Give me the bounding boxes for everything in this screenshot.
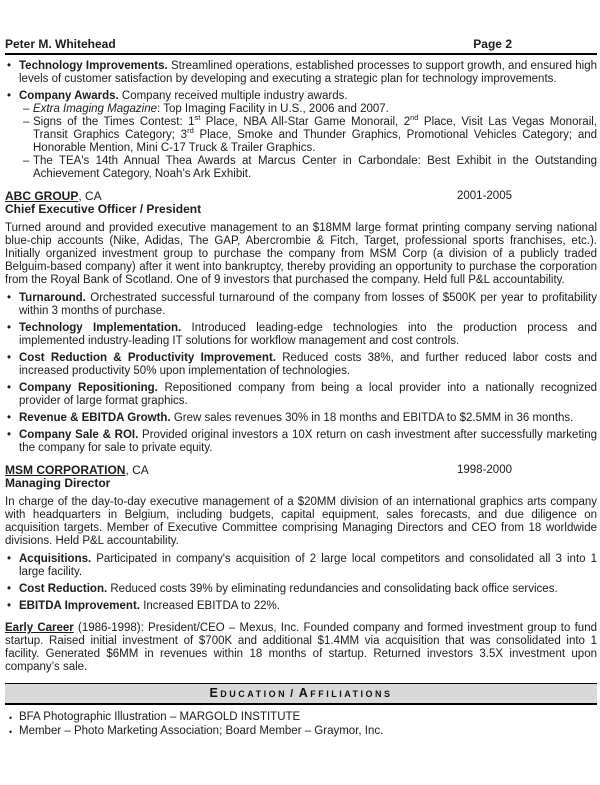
education-list bbox=[5, 711, 597, 738]
education-item bbox=[5, 725, 597, 738]
bullet-lead: Company Repositioning. bbox=[19, 382, 158, 394]
education-affiliations-bar bbox=[5, 683, 597, 705]
bullet-item bbox=[5, 292, 597, 318]
early-career-paragraph bbox=[5, 622, 597, 674]
sub-bullet-item bbox=[19, 103, 597, 116]
job-section-msm-corporation bbox=[5, 464, 597, 613]
job-bullets-list bbox=[5, 553, 597, 613]
bullet-lead: Technology Implementation. bbox=[19, 322, 182, 334]
sub-bullet-item bbox=[19, 155, 597, 181]
bullet-item bbox=[5, 322, 597, 348]
bullet-item bbox=[5, 429, 597, 455]
bullet-text: Provided original investors a 10X return on cash investment after successfully marketing the company for sale to private equity. bbox=[19, 429, 597, 454]
bullet-text: Grew sales revenues 30% in 18 months and EBITDA to $2.5MM in 36 months. bbox=[173, 412, 574, 424]
bullet-item bbox=[5, 382, 597, 408]
bullet-text: Repositioned company from being a local provider into a nationally recognized provider of large format graphics. bbox=[19, 382, 597, 407]
bullet-text: Introduced leading-edge technologies into the production process and implemented industry-leading IT solutions for workflow management and cost controls. bbox=[19, 322, 597, 347]
job-title: Chief Executive Officer / President bbox=[5, 202, 202, 216]
section-heading-text: DUCATION bbox=[220, 689, 288, 699]
sub-bullet-text: Place, Smoke and Thunder Graphics, Promotional Vehicles Category; and Honorable Mention, Mini C-17 Truck & Trailer Graphics. bbox=[33, 129, 598, 154]
bullet-text: Reduced costs 38%, and further reduced labor costs and increased productivity 50% upon implementation of technologies. bbox=[19, 352, 597, 377]
bullet-lead: Acquisitions. bbox=[19, 553, 92, 565]
section-heading-text: FFILIATIONS bbox=[310, 689, 393, 699]
bullet-lead: Revenue & EBITDA Growth. bbox=[19, 412, 171, 424]
job-title: Managing Director bbox=[5, 476, 111, 490]
bullet-text: Company received multiple industry awards. bbox=[121, 90, 348, 102]
achievements-list bbox=[5, 60, 597, 181]
company-location: , CA bbox=[125, 463, 149, 477]
bullet-lead: Company Sale & ROI. bbox=[19, 429, 139, 441]
education-item-text: Member – Photo Marketing Association; Board Member – Graymor, Inc. bbox=[19, 725, 384, 737]
job-summary: In charge of the day-to-day executive management of a $20MM division of an international graphics arts company with headquarters in Belgium, including budgets, capital equipment, sales forecasts, and due diligence on acquisition targets. Member of Executive Committee comprising Managing Directors and CEO from 18 worldwide divisions. Held P&L accountability. bbox=[5, 496, 597, 547]
sub-bullet-item bbox=[19, 113, 598, 155]
bullet-text: Reduced costs 39% by eliminating redundancies and consolidating back office services. bbox=[110, 583, 558, 595]
bullet-item bbox=[5, 412, 597, 425]
sub-bullet-text: The TEA's 14th Annual Thea Awards at Marcus Center in Carbondale: Best Exhibit in the Outstanding Achievement Category, Noah’s Ark Exhibit. bbox=[33, 155, 597, 180]
education-item bbox=[5, 711, 597, 724]
sub-bullets-list bbox=[19, 103, 597, 181]
sub-bullet-text: Place, Visit Las Vegas Monorail, Transit Graphics Category; 3 bbox=[33, 116, 597, 141]
company-name: MSM CORPORATION bbox=[5, 463, 126, 477]
bullet-lead: Cost Reduction & Productivity Improvement. bbox=[19, 352, 276, 364]
job-dates: 2001-2005 bbox=[457, 190, 512, 202]
bullet-lead: Cost Reduction. bbox=[19, 583, 108, 595]
bullet-text: Orchestrated successful turnaround of the company from losses of $500K per year to profitability within 3 months of purchase. bbox=[19, 292, 597, 317]
bullet-lead: Turnaround. bbox=[19, 292, 86, 304]
bullet-item bbox=[5, 553, 597, 579]
job-dates: 1998-2000 bbox=[457, 464, 512, 476]
section-heading-text: E bbox=[209, 686, 221, 700]
education-item-text: BFA Photographic Illustration – MARGOLD INSTITUTE bbox=[19, 711, 301, 723]
job-section-abc-group bbox=[5, 190, 597, 455]
section-heading-separator: / bbox=[290, 688, 296, 700]
header-page-number: Page 2 bbox=[473, 37, 512, 51]
bullet-item bbox=[5, 60, 597, 86]
bullet-item bbox=[5, 600, 597, 613]
sub-bullet-text: Signs of the Times Contest: 1 bbox=[33, 116, 195, 128]
bullet-item bbox=[5, 90, 597, 181]
section-heading-text: A bbox=[298, 686, 311, 700]
job-summary: Turned around and provided executive management to an $18MM large format printing company serving national blue-chip accounts (Nike, Adidas, The GAP, Abercrombie & Fitch, Target, professional sports franchises, etc.). Initially organized investment group to purchase the company from MSM Corp (a division of a publicly traded Belguim-based company) after it went into bankruptcy, thereby providing an opportunity to purchase the corporation from the Royal Bank of Scotland. One of 9 investors that purchased the company. Held full P&L accountability. bbox=[5, 222, 597, 286]
ordinal-suffix: rd bbox=[187, 126, 194, 136]
bullet-item bbox=[5, 352, 597, 378]
ordinal-suffix: st bbox=[194, 113, 201, 123]
bullet-item bbox=[5, 583, 597, 596]
sub-bullet-text: Place, NBA All-Star Game Monorail, 2 bbox=[200, 116, 411, 128]
bullet-lead: Company Awards. bbox=[19, 90, 119, 102]
job-bullets-list bbox=[5, 292, 597, 455]
header-name: Peter M. Whitehead bbox=[5, 37, 116, 51]
bullet-text: Increased EBITDA to 22%. bbox=[143, 600, 280, 612]
company-location: , CA bbox=[78, 189, 102, 203]
magazine-name: Extra Imaging Magazine bbox=[33, 103, 158, 115]
page-header bbox=[5, 37, 597, 55]
sub-bullet-text: : Top Imaging Facility in U.S., 2006 and 2007. bbox=[157, 103, 389, 115]
bullet-text: Participated in company's acquisition of 2 large local competitors and consolidated all 3 into 1 large facility. bbox=[19, 553, 597, 578]
bullet-lead: EBITDA Improvement. bbox=[19, 600, 140, 612]
bullet-text: Streamlined operations, established processes to support growth, and ensured high levels of customer satisfaction by developing and executing a strategic plan for technology improvements. bbox=[19, 60, 597, 85]
ordinal-suffix: nd bbox=[410, 113, 419, 123]
company-name: ABC GROUP bbox=[5, 189, 79, 203]
bullet-lead: Technology Improvements. bbox=[19, 60, 168, 72]
early-career-lead: Early Career bbox=[5, 622, 74, 634]
early-career-text: (1986-1998): President/CEO – Mexus, Inc. Founded company and formed investment group to fund startup. Raised initial investment of $700K and additional $1.4MM via acquisition that was consolidated into 1 facility. Generated $6MM in revenues within 18 months of startup. Returned investors 3.5X investment upon company’s sale. bbox=[5, 622, 597, 673]
